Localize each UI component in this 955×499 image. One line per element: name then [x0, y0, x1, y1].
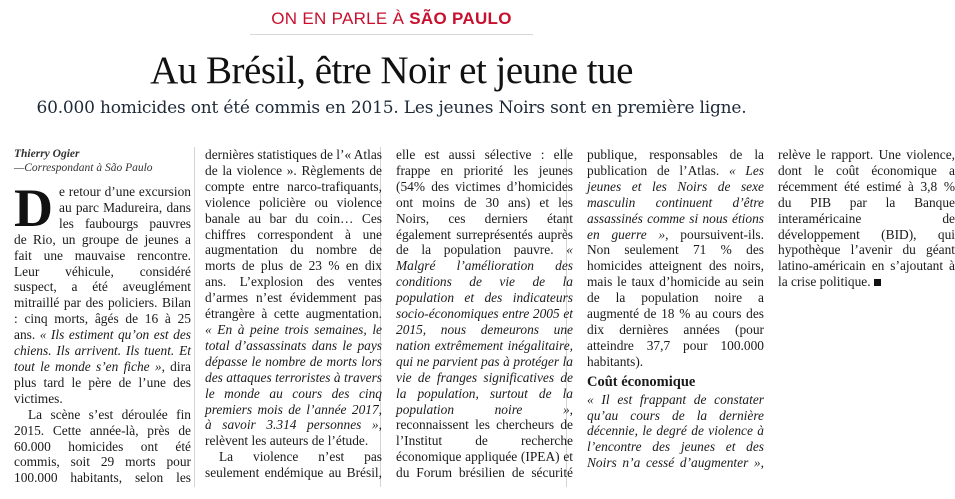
paragraph-text: La violence n’est pas seulement endémique au Brésil, elle est aussi sélective : elle frappe en priorité les jeunes (54% des victimes d’homicides ont moins de 30 ans) et les Noirs, ces derniers étant également surreprésentés auprès de la population pauvre. [205, 147, 573, 481]
article-body [14, 147, 955, 487]
paragraph-text: La scène s’est déroulée fin 2015. Cette année-là, près de 60.000 homicides ont été commis, soit 29 morts pour 100.000 habitants, selon les dernières statistiques de l’« Atlas de la violence ». Règlements de compte entre narco-trafiquants, violence policière ou violence banale au bar du coin… Ces chiffres correspondent à une augmentation du nombre de morts de plus de 23 % en dix ans. L’explosion des ventes d’armes n’est évidemment pas étrangère à cette augmentation. [14, 147, 383, 486]
end-mark-icon [874, 279, 881, 286]
author-role: —Correspondant à São Paulo [14, 162, 153, 174]
paragraph-quote: « Ils estiment qu’on est des chiens. Ils arrivent. Ils tuent. Et tout le monde s’en fiche » [14, 327, 191, 374]
kicker-prefix: ON EN PARLE À [271, 9, 410, 28]
paragraph-text: , poursuivent-ils. Non seulement 71 % des homicides atteignent des noirs, mais le taux d’homicide au sein de la population noire a augmenté de 18 % au cours des dix dernières années (pour atteindre 37,7 pour 100.000 habitants). [587, 226, 764, 369]
paragraph-text: , relève le rapport. Une violence, dont le coût économique a récemment été estimé à 3,8 % du PIB par la Banque interaméricaine de développement (BID), qui hypothèque l’avenir du géant latino-américain en s’ajoutant à la crise politique. [760, 147, 955, 471]
author-name: Thierry Ogier [14, 148, 80, 160]
drop-cap: D [14, 178, 53, 238]
paragraph-text: , dira plus tard le père de l’une des victimes. [14, 358, 191, 406]
article-deck: 60.000 homicides ont été commis en 2015. Les jeunes Noirs sont en première ligne. [36, 98, 747, 118]
article-subhead: Coût économique [587, 373, 696, 390]
paragraph-text: , relèvent les auteurs de l’étude. [205, 417, 382, 449]
article-headline: Au Brésil, être Noir et jeune tue [150, 49, 633, 92]
paragraph-quote: « Les jeunes et les Noirs de sexe masculin continuent d’être assassinés comme si nous étions en guerre » [587, 162, 764, 242]
paragraph-quote: « Malgré l’amélioration des conditions de vie de la population et des indicateurs socio-économiques entre 2005 et 2015, nous demeurons une nation extrêmement inégalitaire, qui ne parvient pas à protéger la vie de franges significatives de la population, surtout de la population noire » [396, 242, 573, 417]
kicker-divider [250, 34, 533, 35]
paragraph-text: e retour d’une excursion au parc Madureira, dans les faubourgs pauvres de Rio, un groupe de jeunes a fait une mauvaise rencontre. Leur véhicule, considéré suspect, a été aveuglément mitraillé par des policiers. Bilan : cinq morts, âgés de 16 à 25 ans. [14, 184, 191, 343]
section-kicker [0, 9, 783, 29]
paragraph-text: , reconnaissent les chercheurs de l’Institut de recherche économique appliquée (IPEA) et du Forum brésilien de sécurité publique, responsables de la publication de l’Atlas. [396, 147, 764, 481]
kicker-place: SÃO PAULO [409, 9, 512, 28]
paragraph-quote: « Il est frappant de constater qu’au cours de la dernière décennie, le degré de violence à l’encontre des jeunes et des Noirs n’a cessé d’augmenter » [587, 391, 764, 471]
article-paragraph [14, 178, 191, 407]
paragraph-quote: « En à peine trois semaines, le total d’assassinats dans le pays dépasse le nombre de morts lors des attaques terroristes à travers le monde au cours des cinq premiers mois de l’année 2017, à savoir 3.314 personnes » [205, 321, 382, 433]
